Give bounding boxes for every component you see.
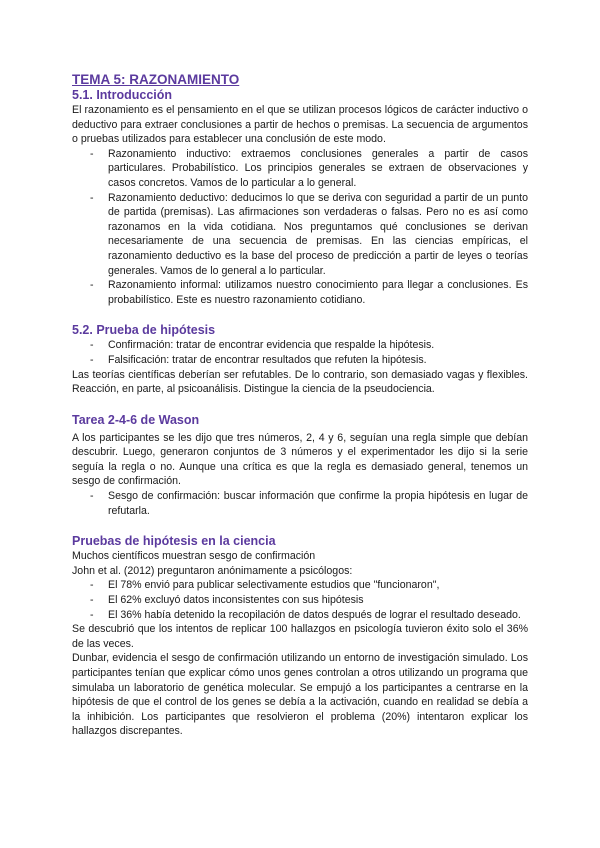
subheading-ciencia: Pruebas de hipótesis en la ciencia [72, 534, 276, 549]
list-ciencia [72, 578, 528, 622]
list-prueba-hipotesis [72, 338, 528, 367]
list-item [90, 147, 528, 191]
list-item [90, 338, 528, 353]
page-title: TEMA 5: RAZONAMIENTO [72, 72, 240, 87]
dash-bullet: - [90, 147, 94, 160]
list-item [90, 353, 528, 368]
paragraph-intro: El razonamiento es el pensamiento en el que se utilizan procesos lógicos de carácter inductivo o deductivo para extraer conclusiones a partir de hechos o premisas. La secuencia de argumentos o pruebas utilizados para establecer una conclusión de este modo. [72, 104, 528, 146]
paragraph-dunbar: Dunbar, evidencia el sesgo de confirmación utilizando un entorno de investigación simulado. Los participantes tenían que explicar cómo unos genes controlan a otros utilizando un programa que simulaba un laboratorio de genética molecular. Se empujó a los participantes a centrarse en la hipótesis de que el control de los genes se debía a la activación, cuando en realidad se debía a la inhibición. Los participantes que resolvieron el problema (20%) intentaron explicar los hallazgos discrepantes. [72, 652, 528, 738]
list-item-text: Razonamiento deductivo: deducimos lo que se deriva con seguridad a partir de un punto de partida (premisas). Las afirmaciones son verdaderas o falsas. Pero no es así como razonamos en la vida cotidiana. Nos preguntamos qué conclusiones se derivan necesariamente de una secuencia de premisas. En las ciencias empíricas, el razonamiento deductivo es la base del proceso de predicción a partir de leyes o teorías generales. Vamos de lo general a lo particular. [108, 191, 528, 277]
list-item [90, 608, 528, 623]
list-wason [72, 489, 528, 518]
list-item-text: Razonamiento informal: utilizamos nuestro conocimiento para llegar a conclusiones. Es probabilístico. Este es nuestro razonamiento cotidiano. [108, 279, 528, 306]
list-item [90, 278, 528, 307]
list-item-text: El 78% envió para publicar selectivamente estudios que "funcionaron", [108, 579, 440, 592]
paragraph-teorias: Las teorías científicas deberían ser refutables. De lo contrario, son demasiado vagas y flexibles. Reacción, en parte, al psicoanálisis. Distingue la ciencia de la pseudociencia. [72, 368, 528, 396]
dash-bullet: - [90, 353, 94, 366]
list-item-text: Falsificación: tratar de encontrar resultados que refuten la hipótesis. [108, 353, 427, 366]
list-item-text: Sesgo de confirmación: buscar información que confirme la propia hipótesis en lugar de refutarla. [108, 490, 528, 517]
dash-bullet: - [90, 608, 94, 621]
dash-bullet: - [90, 579, 94, 592]
paragraph-ciencia-line2: John et al. (2012) preguntaron anónimamente a psicólogos: [72, 564, 353, 577]
list-item [90, 578, 528, 593]
list-item [90, 489, 528, 518]
list-item-text: El 36% había detenido la recopilación de datos después de lograr el resultado deseado. [108, 608, 521, 621]
section-heading-prueba-hipotesis: 5.2. Prueba de hipótesis [72, 323, 216, 338]
dash-bullet: - [90, 594, 94, 607]
list-item [90, 593, 528, 608]
list-item [90, 191, 528, 279]
paragraph-ciencia-line1: Muchos científicos muestran sesgo de confirmación [72, 550, 316, 563]
list-razonamiento [72, 147, 528, 308]
dash-bullet: - [90, 339, 94, 352]
paragraph-wason: A los participantes se les dijo que tres números, 2, 4 y 6, seguían una regla simple que debían descubrir. Luego, generaron conjuntos de 3 números y el experimentador les dijo si la serie seguía la regla o no. Aunque una crítica es que la regla es demasiado general, tenemos un sesgo de confirmación. [72, 431, 528, 488]
subheading-wason: Tarea 2-4-6 de Wason [72, 412, 200, 427]
list-item-text: El 62% excluyó datos inconsistentes con sus hipótesis [108, 594, 364, 607]
list-item-text: Confirmación: tratar de encontrar evidencia que respalde la hipótesis. [108, 339, 435, 352]
paragraph-replicar: Se descubrió que los intentos de replicar 100 hallazgos en psicología tuvieron éxito solo el 36% de las veces. [72, 623, 528, 650]
section-heading-introduccion: 5.1. Introducción [72, 88, 173, 102]
dash-bullet: - [90, 191, 94, 204]
list-item-text: Razonamiento inductivo: extraemos conclusiones generales a partir de casos particulares. Probabilístico. Los principios generales se extraen de observaciones y casos concretos. Vamos de lo particular a lo general. [108, 147, 528, 189]
dash-bullet: - [90, 279, 94, 292]
dash-bullet: - [90, 490, 94, 503]
